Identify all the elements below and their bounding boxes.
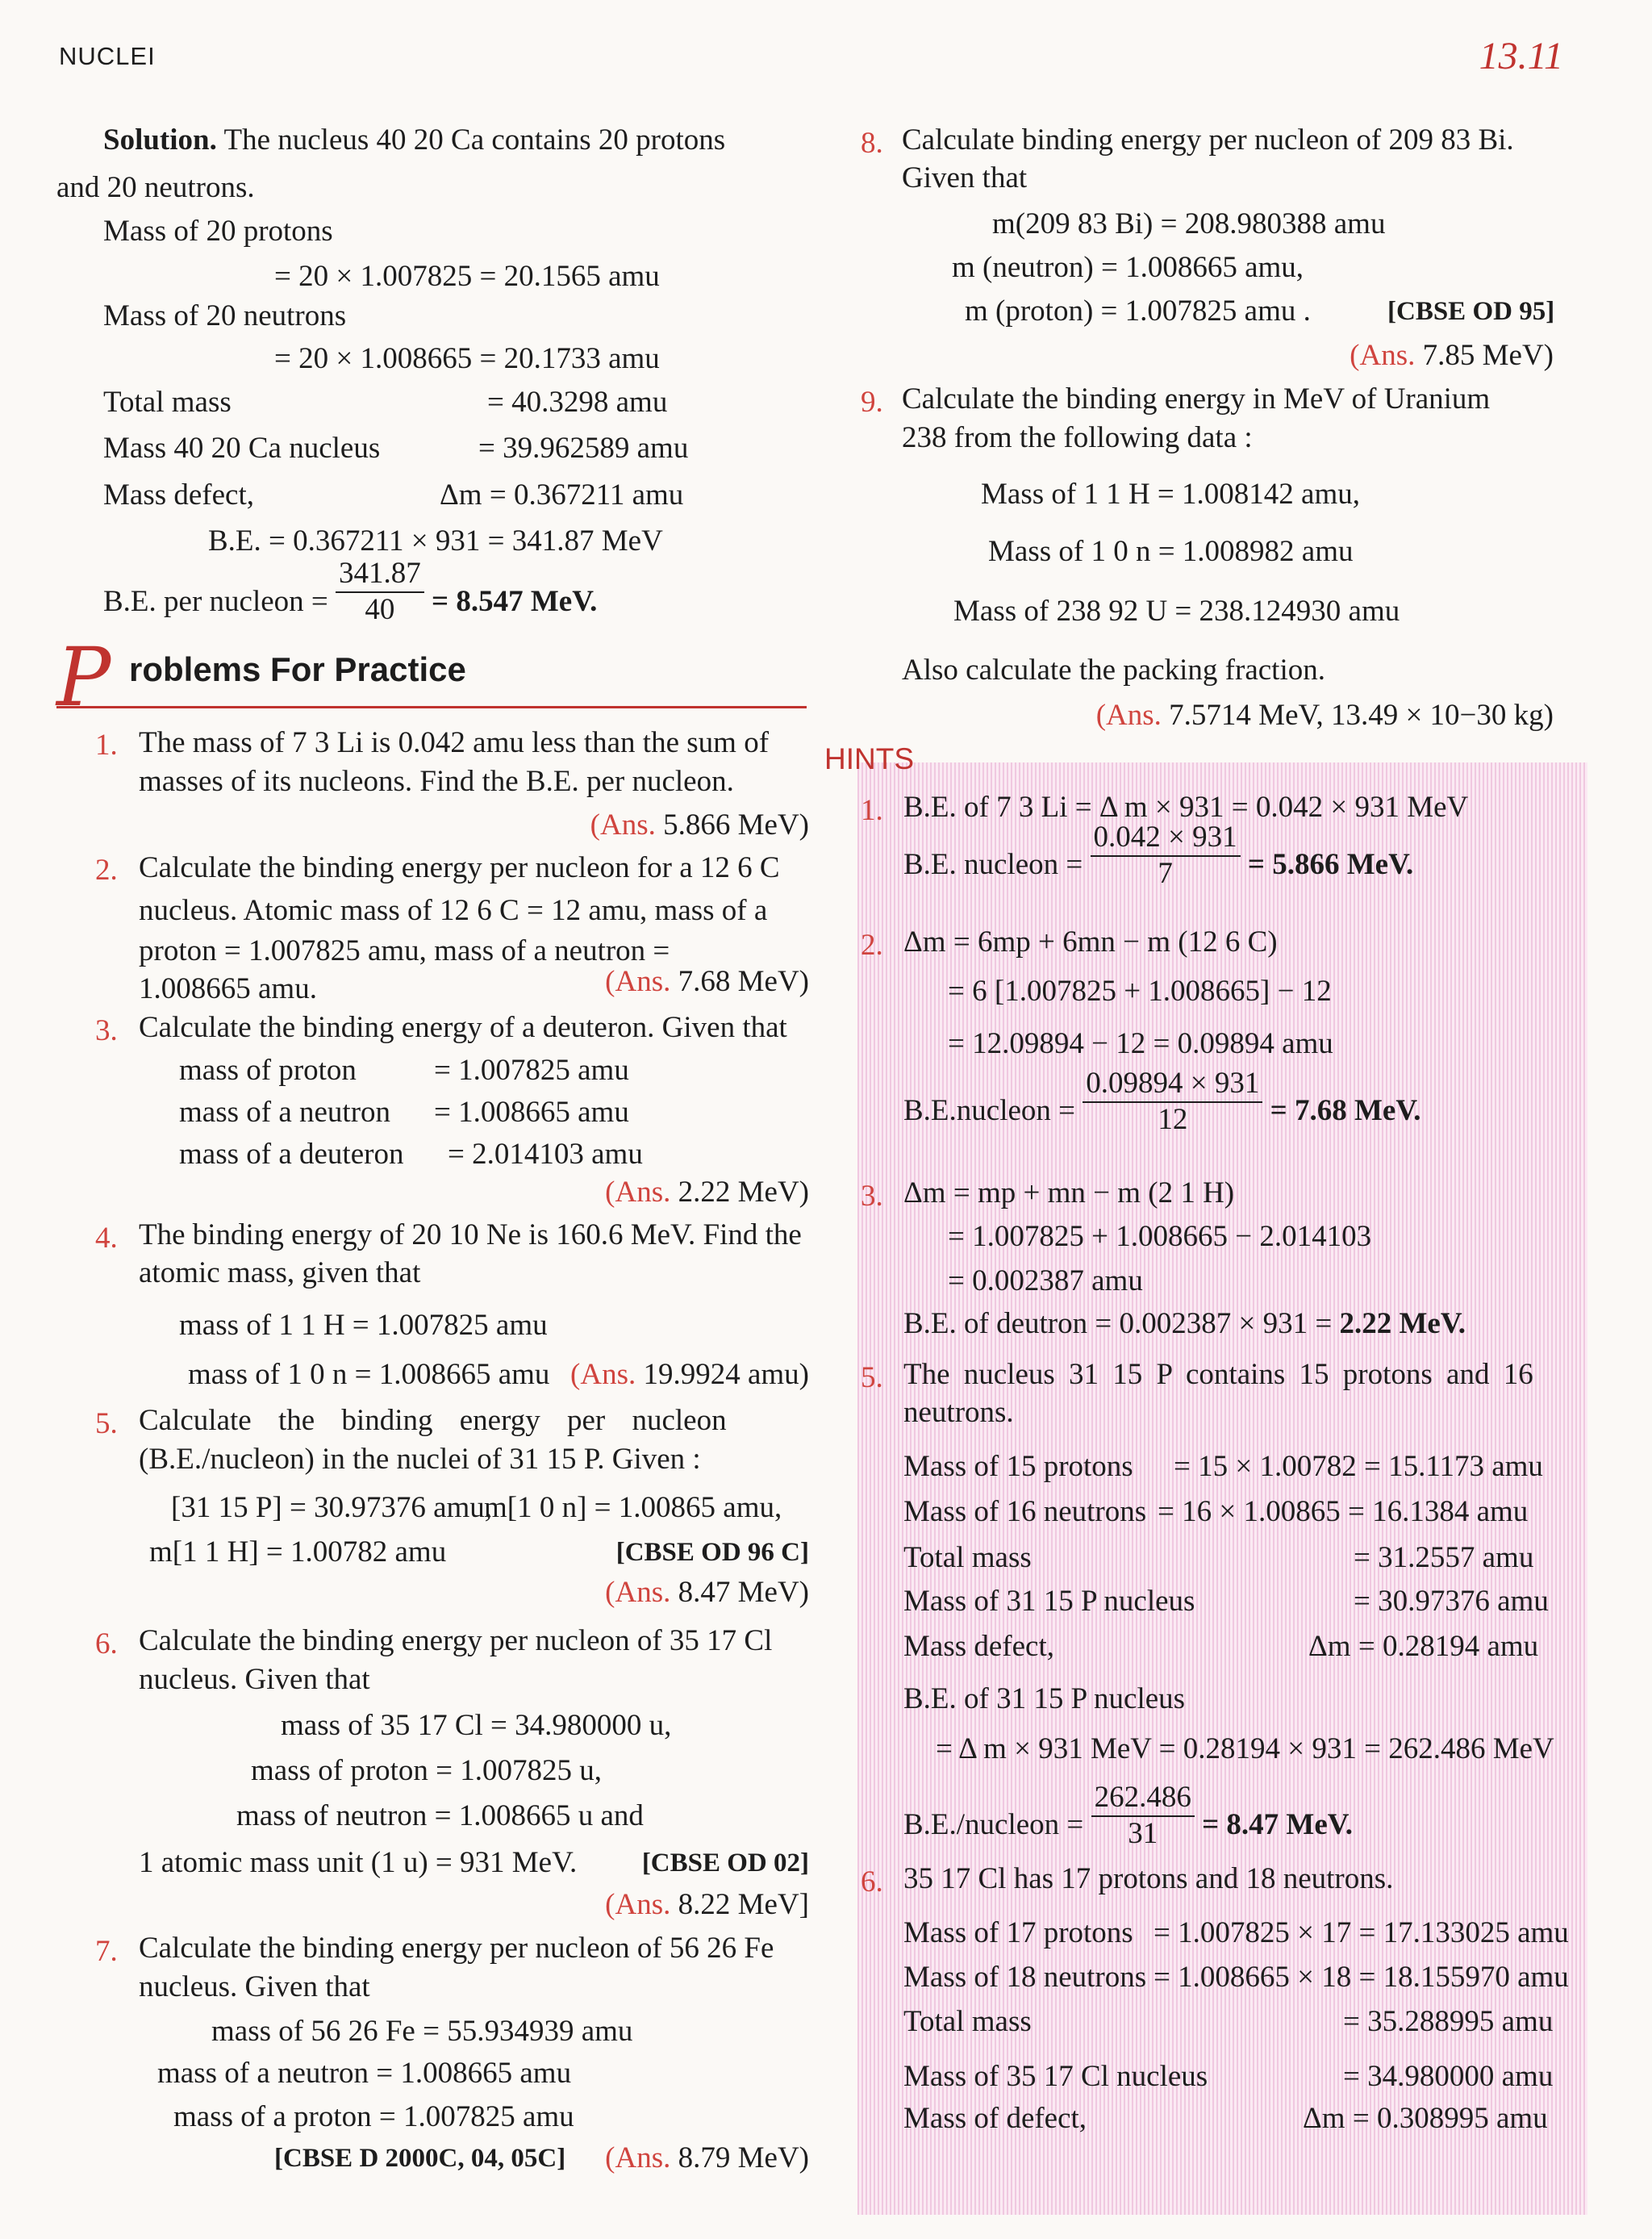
h6-line-a: 35 17 Cl has 17 protons and 18 neutrons.: [903, 1862, 1394, 1895]
h5-nucleus-value: = 30.97376 amu: [1354, 1585, 1549, 1618]
p2-line-b: nucleus. Atomic mass of 12 6 C = 12 amu, mass of a: [139, 894, 768, 927]
h3-line-b: = 1.007825 + 1.008665 − 2.014103: [948, 1220, 1372, 1253]
sol-nucleus-label: Mass 40 20 Ca nucleus: [103, 432, 381, 465]
h6-nucleus-value: = 34.980000 amu: [1343, 2060, 1554, 2093]
sol-defect-value: Δm = 0.367211 amu: [440, 478, 684, 512]
h1-result: = 5.866 MeV.: [1247, 848, 1414, 882]
sol-defect-label: Mass defect,: [103, 478, 254, 512]
h2-frac-num: 0.09894 × 931: [1083, 1067, 1262, 1103]
p6-line-d: mass of proton = 1.007825 u,: [251, 1754, 603, 1787]
h3-result: 2.22 MeV.: [1339, 1307, 1466, 1340]
h3-line-a: Δm = mp + mn − m (2 1 H): [903, 1176, 1235, 1209]
h5-frac-num: 262.486: [1091, 1781, 1195, 1817]
h5-nucleus-label: Mass of 31 15 P nucleus: [903, 1585, 1195, 1618]
p8-line-e: m (proton) = 1.007825 amu .: [965, 294, 1311, 328]
p6-line-c: mass of 35 17 Cl = 34.980000 u,: [281, 1709, 672, 1742]
sol-bepn-result: = 8.547 MeV.: [432, 585, 598, 619]
p3-line-a: Calculate the binding energy of a deuteron. Given that: [139, 1011, 787, 1044]
h6-protons-label: Mass of 17 protons: [903, 1916, 1133, 1949]
h5-line-a: The nucleus 31 15 P contains 15 protons and 16: [903, 1358, 1533, 1391]
h5-frac-den: 31: [1128, 1816, 1158, 1850]
p8-reference: [CBSE OD 95]: [1387, 297, 1555, 326]
h5-neutrons-label: Mass of 16 neutrons: [903, 1495, 1147, 1528]
h2-line-c: = 12.09894 − 12 = 0.09894 amu: [948, 1027, 1333, 1060]
p4-line-a: The binding energy of 20 10 Ne is 160.6 MeV. Find the: [139, 1218, 802, 1251]
practice-title-bar: [56, 630, 807, 725]
h5-protons-value: = 15 × 1.00782 = 15.1173 amu: [1174, 1450, 1543, 1483]
p9-line-e: Mass of 238 92 U = 238.124930 amu: [953, 595, 1400, 628]
p3-proton-label: mass of proton: [179, 1054, 357, 1087]
p2-line-c: proton = 1.007825 amu, mass of a neutron =: [139, 934, 670, 967]
h6-protons-value: = 1.007825 × 17 = 17.133025 amu: [1153, 1916, 1569, 1949]
sol-line-2: = 20 × 1.007825 = 20.1565 amu: [274, 260, 660, 293]
hint-number: 3.: [861, 1180, 883, 1213]
p1-answer: (Ans. 5.866 MeV): [590, 808, 809, 842]
h2-line-b: = 6 [1.007825 + 1.008665] − 12: [948, 975, 1332, 1008]
hint-number: 2.: [861, 929, 883, 962]
p3-proton-value: = 1.007825 amu: [434, 1054, 629, 1087]
p3-deuteron-label: mass of a deuteron: [179, 1138, 404, 1171]
h1-frac-num: 0.042 × 931: [1091, 821, 1241, 857]
p4-line-d: mass of 1 0 n = 1.008665 amu: [188, 1358, 550, 1391]
p9-line-a: Calculate the binding energy in MeV of Uranium: [902, 382, 1491, 416]
p7-line-a: Calculate the binding energy per nucleon of 56 26 Fe: [139, 1932, 774, 1965]
h5-neutrons-value: = 16 × 1.00865 = 16.1384 amu: [1158, 1495, 1529, 1528]
problem-number: 2.: [95, 854, 118, 887]
practice-title: roblems For Practice: [129, 650, 466, 688]
problem-number: 8.: [861, 127, 883, 160]
h1-line-a: B.E. of 7 3 Li = Δ m × 931 = 0.042 × 931 MeV: [903, 791, 1469, 824]
p4-answer: (Ans. 19.9924 amu): [570, 1358, 809, 1391]
problem-number: 3.: [95, 1014, 118, 1047]
h2-frac-den: 12: [1158, 1102, 1188, 1136]
sol-line-3: Mass of 20 neutrons: [103, 299, 347, 332]
p8-line-d: m (neutron) = 1.008665 amu,: [952, 251, 1304, 284]
sol-be: B.E. = 0.367211 × 931 = 341.87 MeV: [208, 524, 663, 558]
problem-number: 9.: [861, 386, 883, 419]
hint-number: 6.: [861, 1865, 883, 1899]
sol-nucleus-value: = 39.962589 amu: [478, 432, 689, 465]
problem-number: 1.: [95, 729, 118, 762]
p2-line-a: Calculate the binding energy per nucleon for a 12 6 C: [139, 851, 780, 884]
p6-answer: (Ans. 8.22 MeV]: [605, 1888, 809, 1921]
h5-line-b: neutrons.: [903, 1396, 1014, 1429]
p5-line-c2: m[1 0 n] = 1.00865 amu,: [484, 1491, 782, 1524]
sol-line-1: Mass of 20 protons: [103, 215, 333, 248]
p3-neutron-label: mass of a neutron: [179, 1096, 391, 1129]
p2-line-d: 1.008665 amu.: [139, 972, 317, 1005]
p6-line-e: mass of neutron = 1.008665 u and: [236, 1799, 644, 1832]
sol-total-value: = 40.3298 amu: [487, 386, 668, 419]
hint-number: 1.: [861, 794, 883, 827]
h6-neutrons-value: = 1.008665 × 18 = 18.155970 amu: [1153, 1961, 1569, 1994]
sol-frac-den: 40: [365, 592, 395, 626]
running-header: NUCLEI: [59, 42, 156, 70]
h5-total-value: = 31.2557 amu: [1354, 1541, 1534, 1574]
h6-total-label: Total mass: [903, 2005, 1032, 2038]
p5-reference: [CBSE OD 96 C]: [615, 1538, 809, 1567]
p5-line-a: Calculate the binding energy per nucleon: [139, 1404, 727, 1437]
p8-line-b: Given that: [902, 161, 1028, 194]
h6-nucleus-label: Mass of 35 17 Cl nucleus: [903, 2060, 1208, 2093]
p5-answer: (Ans. 8.47 MeV): [605, 1576, 809, 1609]
hints-title: HINTS: [824, 742, 914, 775]
sol-line-4: = 20 × 1.008665 = 20.1733 amu: [274, 342, 660, 375]
p4-line-c: mass of 1 1 H = 1.007825 amu: [179, 1309, 548, 1342]
h2-line-a: Δm = 6mp + 6mn − m (12 6 C): [903, 925, 1278, 959]
p3-neutron-value: = 1.008665 amu: [434, 1096, 629, 1129]
sol-bepn-label: B.E. per nucleon =: [103, 585, 328, 619]
h5-be-label: B.E. of 31 15 P nucleus: [903, 1682, 1186, 1715]
sol-total-label: Total mass: [103, 386, 232, 419]
p6-line-b: nucleus. Given that: [139, 1663, 370, 1696]
p8-line-a: Calculate binding energy per nucleon of 209 83 Bi.: [902, 123, 1514, 157]
solution-intro-2: and 20 neutrons.: [56, 171, 255, 204]
h6-defect-value: Δm = 0.308995 amu: [1303, 2102, 1548, 2135]
p1-line-a: The mass of 7 3 Li is 0.042 amu less than the sum of: [139, 726, 770, 759]
p3-answer: (Ans. 2.22 MeV): [605, 1176, 809, 1209]
p3-deuteron-value: = 2.014103 amu: [448, 1138, 643, 1171]
p7-answer: (Ans. 8.79 MeV): [605, 2141, 809, 2174]
p4-line-b: atomic mass, given that: [139, 1256, 421, 1289]
problem-number: 4.: [95, 1222, 118, 1255]
p1-line-b: masses of its nucleons. Find the B.E. per nucleon.: [139, 765, 734, 798]
h3-line-d: B.E. of deutron = 0.002387 × 931 = 2.22 MeV.: [903, 1307, 1466, 1340]
p9-line-f: Also calculate the packing fraction.: [902, 654, 1325, 687]
h6-total-value: = 35.288995 amu: [1343, 2005, 1554, 2038]
solution-label: Solution.: [103, 123, 217, 157]
p9-line-b: 238 from the following data :: [902, 421, 1253, 454]
h1-frac-den: 7: [1158, 856, 1173, 890]
p8-line-c: m(209 83 Bi) = 208.980388 amu: [992, 207, 1386, 240]
sol-frac-num: 341.87: [336, 557, 424, 593]
p9-line-d: Mass of 1 0 n = 1.008982 amu: [988, 535, 1354, 568]
h3-line-c: = 0.002387 amu: [948, 1264, 1143, 1297]
practice-initial-p: P: [56, 630, 111, 725]
p5-line-c: [31 15 P] = 30.97376 amu,: [171, 1491, 493, 1524]
p7-line-e: mass of a proton = 1.007825 amu: [173, 2100, 574, 2133]
h5-defect-value: Δm = 0.28194 amu: [1308, 1630, 1539, 1663]
p7-reference: [CBSE D 2000C, 04, 05C]: [274, 2144, 566, 2173]
h5-protons-label: Mass of 15 protons: [903, 1450, 1133, 1483]
h2-result: = 7.68 MeV.: [1270, 1094, 1421, 1128]
p5-line-b: (B.E./nucleon) in the nuclei of 31 15 P. Given :: [139, 1443, 701, 1476]
p7-line-d: mass of a neutron = 1.008665 amu: [157, 2057, 572, 2090]
p5-line-d: m[1 1 H] = 1.00782 amu: [149, 1535, 447, 1569]
h6-defect-label: Mass of defect,: [903, 2102, 1087, 2135]
h5-defect-label: Mass defect,: [903, 1630, 1054, 1663]
h5-bepn: B.E./nucleon = $\frac{262.486}{31}$ = 8.47 MeV.: [903, 1781, 1353, 1850]
page-number: 13.11: [1479, 35, 1563, 77]
problem-number: 6.: [95, 1627, 118, 1660]
p2-answer: (Ans. 7.68 MeV): [605, 965, 809, 998]
p7-line-b: nucleus. Given that: [139, 1970, 370, 2003]
h5-result: = 8.47 MeV.: [1202, 1808, 1353, 1842]
sol-fraction: [336, 557, 424, 627]
h5-total-label: Total mass: [903, 1541, 1032, 1574]
h1-line-b: B.E. nucleon = $\frac{0.042 \times 931}{7}$ = 5.866 MeV.: [903, 821, 1414, 890]
h5-be-value: = Δ m × 931 MeV = 0.28194 × 931 = 262.486 MeV: [936, 1732, 1554, 1765]
solution-intro: The nucleus 40 20 Ca contains 20 protons: [223, 123, 726, 157]
sol-be-per-nucleon: [103, 557, 598, 627]
h6-neutrons-label: Mass of 18 neutrons: [903, 1961, 1147, 1994]
p6-reference: [CBSE OD 02]: [641, 1848, 809, 1878]
p9-answer: (Ans. 7.5714 MeV, 13.49 × 10−30 kg): [1095, 699, 1554, 732]
problem-number: 5.: [95, 1407, 118, 1440]
problem-number: 7.: [95, 1935, 118, 1968]
p8-answer: (Ans. 7.85 MeV): [1350, 339, 1554, 372]
hint-number: 5.: [861, 1361, 883, 1394]
p6-line-f: 1 atomic mass unit (1 u) = 931 MeV.: [139, 1846, 578, 1879]
p7-line-c: mass of 56 26 Fe = 55.934939 amu: [211, 2015, 633, 2048]
h2-line-d: B.E.nucleon = $\frac{0.09894 \times 931}{12}$ = 7.68 MeV.: [903, 1067, 1421, 1136]
p9-line-c: Mass of 1 1 H = 1.008142 amu,: [981, 478, 1360, 511]
p6-line-a: Calculate the binding energy per nucleon of 35 17 Cl: [139, 1624, 773, 1657]
